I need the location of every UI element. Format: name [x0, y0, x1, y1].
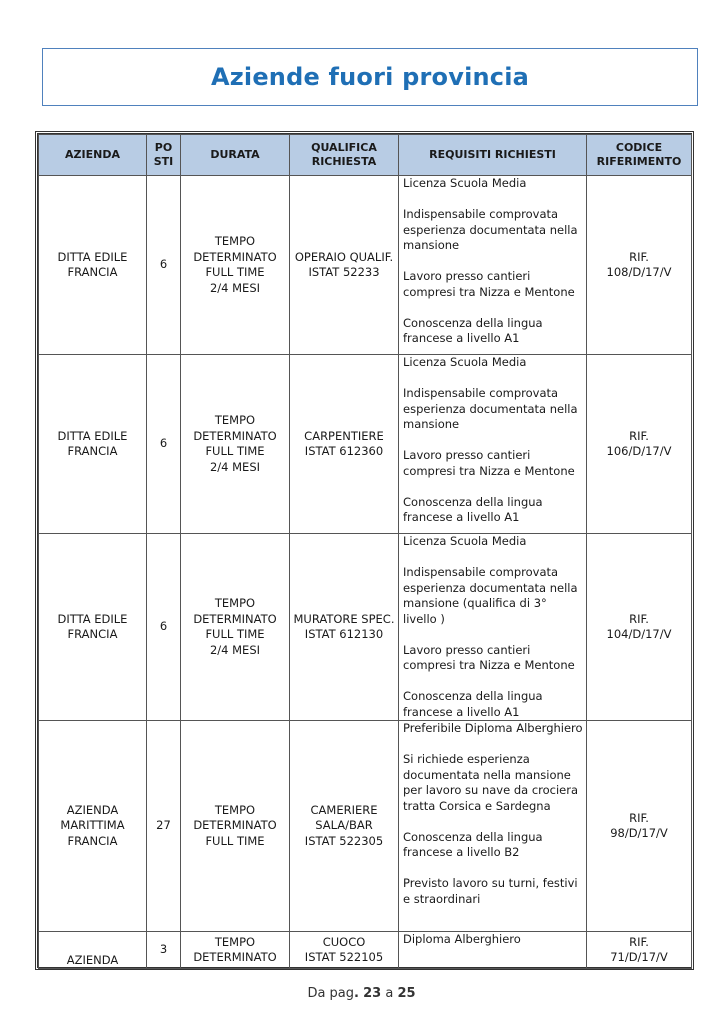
cell-requisiti: Licenza Scuola Media Indispensabile comprovata esperienza documentata nella mansione (qualifica di 3° livello ) Lavoro presso cantieri compresi tra Nizza e Mentone Conoscenza della lingua francese a livello A1	[399, 534, 587, 721]
table-header-row	[39, 135, 692, 176]
cell-codice: RIF. 106/D/17/V	[587, 355, 692, 534]
cell-requisiti: Diploma Alberghiero	[399, 932, 587, 969]
table-row	[39, 355, 692, 534]
cell-requisiti: Preferibile Diploma Alberghiero Si richiede esperienza documentata nella mansione per lavoro su nave da crociera tratta Corsica e Sardegna Conoscenza della lingua francese a livello B2 Previsto lavoro su turni, festivi e straordinari	[399, 721, 587, 932]
cell-requisiti: Licenza Scuola Media Indispensabile comprovata esperienza documentata nella mansione Lavoro presso cantieri compresi tra Nizza e Mentone Conoscenza della lingua francese a livello A1	[399, 176, 587, 355]
header-posti: PO STI	[147, 135, 181, 176]
cell-azienda: AZIENDA MARITTIMA FRANCIA	[39, 721, 147, 932]
cell-durata: TEMPO DETERMINATO FULL TIME 2/4 MESI	[181, 534, 290, 721]
cell-durata: TEMPO DETERMINATO	[181, 932, 290, 969]
cell-azienda: DITTA EDILE FRANCIA	[39, 534, 147, 721]
page-title-box	[42, 48, 698, 106]
cell-durata: TEMPO DETERMINATO FULL TIME 2/4 MESI	[181, 176, 290, 355]
cell-codice: RIF. 108/D/17/V	[587, 176, 692, 355]
cell-azienda: AZIENDA	[39, 932, 147, 969]
page-range-footer: Da pag. 23 a 25	[307, 986, 416, 1001]
header-azienda: AZIENDA	[39, 135, 147, 176]
cell-posti: 6	[147, 534, 181, 721]
cell-posti: 3	[147, 932, 181, 969]
header-durata: DURATA	[181, 135, 290, 176]
cell-qualifica: CAMERIERE SALA/BAR ISTAT 522305	[290, 721, 399, 932]
page-title: Aziende fuori provincia	[210, 63, 530, 91]
table-row	[39, 176, 692, 355]
cell-qualifica: CUOCO ISTAT 522105	[290, 932, 399, 969]
table-row	[39, 721, 692, 932]
cell-azienda: DITTA EDILE FRANCIA	[39, 176, 147, 355]
table-row	[39, 534, 692, 721]
job-table-frame	[35, 131, 694, 970]
cell-posti: 6	[147, 355, 181, 534]
job-table	[38, 134, 692, 969]
header-codice: CODICE RIFERIMENTO	[587, 135, 692, 176]
cell-durata: TEMPO DETERMINATO FULL TIME	[181, 721, 290, 932]
cell-posti: 27	[147, 721, 181, 932]
cell-posti: 6	[147, 176, 181, 355]
cell-codice: RIF. 71/D/17/V	[587, 932, 692, 969]
cell-requisiti: Licenza Scuola Media Indispensabile comprovata esperienza documentata nella mansione Lavoro presso cantieri compresi tra Nizza e Mentone Conoscenza della lingua francese a livello A1	[399, 355, 587, 534]
header-requisiti: REQUISITI RICHIESTI	[399, 135, 587, 176]
cell-qualifica: CARPENTIERE ISTAT 612360	[290, 355, 399, 534]
table-row	[39, 932, 692, 969]
cell-qualifica: OPERAIO QUALIF. ISTAT 52233	[290, 176, 399, 355]
cell-durata: TEMPO DETERMINATO FULL TIME 2/4 MESI	[181, 355, 290, 534]
cell-codice: RIF. 104/D/17/V	[587, 534, 692, 721]
header-qualifica: QUALIFICA RICHIESTA	[290, 135, 399, 176]
cell-azienda: DITTA EDILE FRANCIA	[39, 355, 147, 534]
cell-codice: RIF. 98/D/17/V	[587, 721, 692, 932]
cell-qualifica: MURATORE SPEC. ISTAT 612130	[290, 534, 399, 721]
